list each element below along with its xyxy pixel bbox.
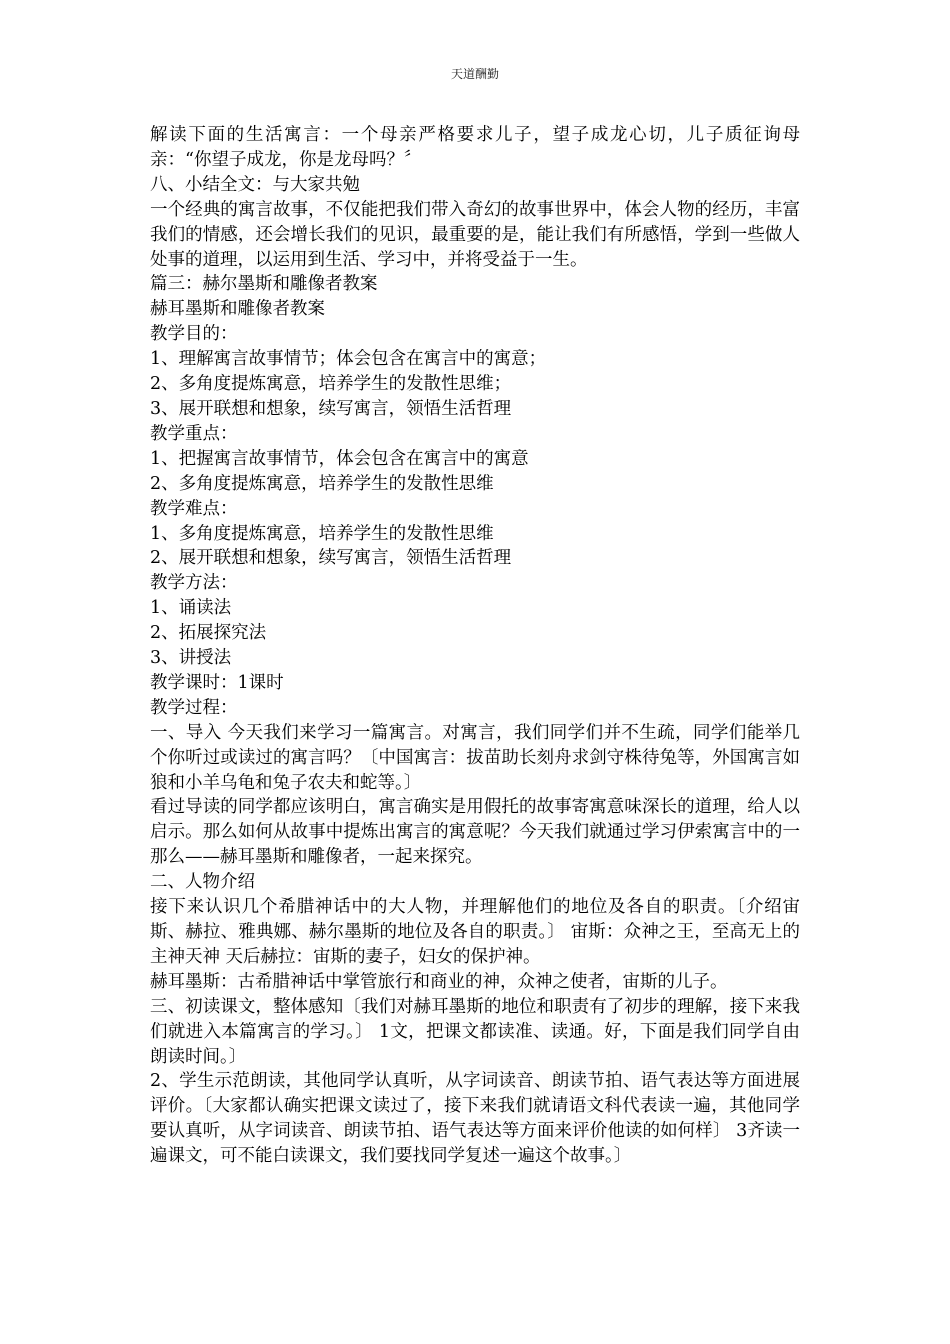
section-heading: 教学方法： [150, 573, 238, 594]
paragraph: 解读下面的生活寓言：一个母亲严格要求儿子，望子成龙心切，儿子质征询母亲：“你望子成龙，你是龙母吗？〞 [150, 125, 800, 170]
section-heading: 教学过程： [150, 697, 238, 718]
list-item: 2、多角度提炼寓意，培养学生的发散性思维 [150, 473, 494, 494]
paragraph: 赫耳墨斯：古希腊神话中掌管旅行和商业的神，众神之使者，宙斯的儿子。 [150, 971, 728, 992]
section-heading: 八、小结全文：与大家共勉 [150, 174, 360, 195]
document-title: 赫耳墨斯和雕像者教案 [150, 299, 325, 320]
page-header: 天道酬勤 [450, 67, 499, 81]
paragraph: 三、初读课文，整体感知〔我们对赫耳墨斯的地位和职责有了初步的理解，接下来我们就进入本篇寓言的学习。〕 1文，把课文都读准、读通。好，下面是我们同学自由朗读时间。〕 [150, 996, 800, 1067]
paragraph: 看过导读的同学都应该明白，寓言确实是用假托的故事寄寓意味深长的道理，给人以启示。那么如何从故事中提炼出寓言的寓意呢？今天我们就通过学习伊索寓言中的一那么——赫耳墨斯和雕像者，一起来探究。 [150, 797, 800, 868]
list-item: 1、理解寓言故事情节；体会包含在寓言中的寓意； [150, 349, 547, 370]
paragraph: 接下来认识几个希腊神话中的大人物，并理解他们的地位及各自的职责。〔介绍宙斯、赫拉、雅典娜、赫尔墨斯的地位及各自的职责。〕 宙斯：众神之王，至高无上的主神天神 天后赫拉：宙斯的妻子，妇女的保护神。 [150, 897, 800, 967]
chapter-heading: 篇三：赫尔墨斯和雕像者教案 [150, 274, 378, 295]
section-heading: 教学难点： [150, 498, 238, 519]
section-heading: 二、人物介绍 [150, 872, 255, 893]
section-heading: 教学目的： [150, 324, 238, 345]
list-item: 2、多角度提炼寓意，培养学生的发散性思维； [150, 374, 512, 395]
list-item: 1、把握寓言故事情节，体会包含在寓言中的寓意 [150, 448, 529, 469]
list-item: 1、诵读法 [150, 598, 232, 619]
list-item: 3、展开联想和想象，续写寓言，领悟生活哲理 [150, 398, 512, 419]
list-item: 1、多角度提炼寓意，培养学生的发散性思维 [150, 523, 494, 544]
section-heading: 教学课时：1课时 [150, 672, 284, 693]
section-heading: 教学重点： [150, 423, 238, 444]
paragraph: 一个经典的寓言故事，不仅能把我们带入奇幻的故事世界中，体会人物的经历，丰富我们的情感，还会增长我们的见识，最重要的是，能让我们有所感悟，学到一些做人处事的道理，以运用到生活、学习中，并将受益于一生。 [150, 199, 800, 270]
paragraph: 2、学生示范朗读，其他同学认真听，从字词读音、朗读节拍、语气表达等方面进展评价。〔大家都认确实把课文读过了，接下来我们就请语文科代表读一遍，其他同学要认真听，从字词读音、朗读节拍、语气表达等方面来评价他读的如何样〕 3齐读一遍课文，可不能白读课文，我们要找同学复述一遍这个故事。〕 [150, 1071, 800, 1167]
list-item: 2、拓展探究法 [150, 623, 267, 644]
document-body [150, 123, 800, 1169]
list-item: 2、展开联想和想象，续写寓言，领悟生活哲理 [150, 548, 512, 569]
list-item: 3、讲授法 [150, 648, 232, 669]
paragraph: 一、导入 今天我们来学习一篇寓言。对寓言，我们同学们并不生疏，同学们能举几个你听过或读过的寓言吗？〔中国寓言：拔苗助长刻舟求剑守株待兔等，外国寓言如狼和小羊乌龟和兔子农夫和蛇等。〕 [150, 722, 800, 793]
